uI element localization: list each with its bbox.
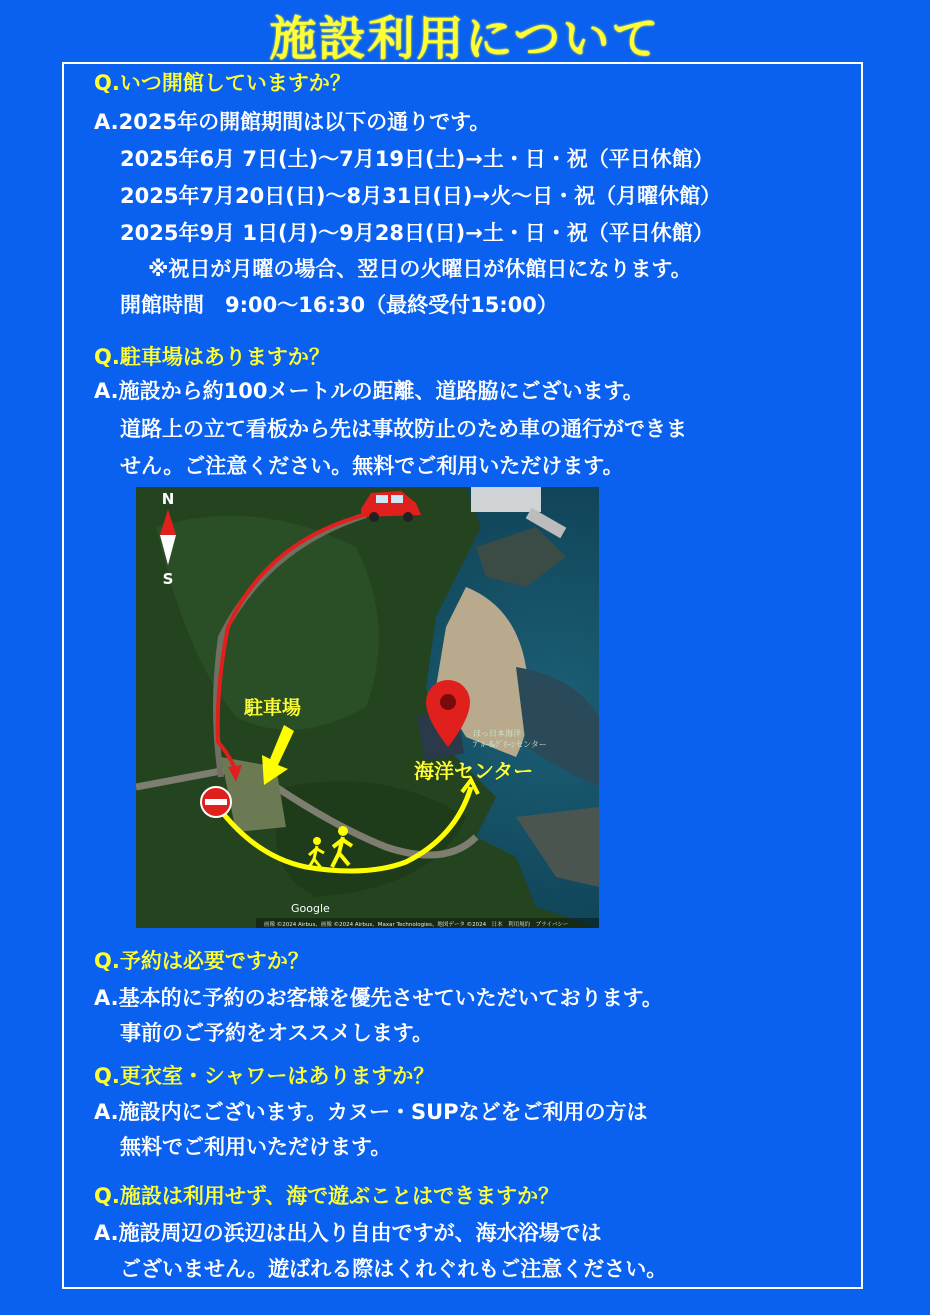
page-title: 施設利用について xyxy=(269,12,661,67)
answer-sea-use-line: ございません。遊ばれる際はくれぐれもご注意ください。 xyxy=(120,1257,668,1281)
ocean-center-label: 海洋センター xyxy=(414,759,534,783)
compass-north: N xyxy=(161,490,175,508)
question-shower: Q.更衣室・シャワーはありますか？ xyxy=(94,1064,435,1088)
google-mark: Google xyxy=(291,902,330,915)
access-map xyxy=(136,487,599,928)
answer-reservation-line: 事前のご予約をオススメします。 xyxy=(120,1021,434,1045)
answer-parking-line: 道路上の立て看板から先は事故防止のため車の通行ができま xyxy=(120,417,687,441)
map-attribution: 画像 ©2024 Airbus、画像 ©2024 Airbus、Maxar Technologies、地図データ ©2024 日本 利用規約 プライバシー xyxy=(264,922,569,928)
answer-parking-line: A.施設から約100メートルの距離、道路脇にございます。 xyxy=(94,379,644,403)
opening-hours: 開館時間 9:00〜16:30（最終受付15:00） xyxy=(120,293,558,317)
no-entry-icon xyxy=(201,787,231,817)
question-sea-use: Q.施設は利用せず、海で遊ぶことはできますか？ xyxy=(94,1184,560,1208)
answer-shower-line: 無料でご利用いただけます。 xyxy=(120,1135,392,1159)
holiday-note: ※祝日が月曜の場合、翌日の火曜日が休館日になります。 xyxy=(148,257,692,281)
compass-south: S xyxy=(162,570,174,588)
question-reservation: Q.予約は必要ですか？ xyxy=(94,949,309,973)
question-parking: Q.駐車場はありますか？ xyxy=(94,345,330,369)
parking-label: 駐車場 xyxy=(244,697,302,719)
answer-shower-line: A.施設内にございます。カヌー・SUPなどをご利用の方は xyxy=(94,1100,648,1124)
answer-reservation-line: A.基本的に予約のお客様を優先させていただいております。 xyxy=(94,986,663,1010)
answer-opening-intro: A.2025年の開館期間は以下の通りです。 xyxy=(94,110,491,134)
question-opening-hours: Q.いつ開館していますか？ xyxy=(94,71,351,95)
pin-caption: ほっ日本海洋 xyxy=(473,729,521,738)
period-line: 2025年6月 7日(土)〜7月19日(土)→土・日・祝（平日休館） xyxy=(120,147,714,171)
answer-sea-use-line: A.施設周辺の浜辺は出入り自由ですが、海水浴場では xyxy=(94,1221,602,1245)
pin-caption: ﾌﾞﾙｰ&ｸﾞﾘｰﾝセンター xyxy=(473,740,547,749)
period-line: 2025年7月20日(日)〜8月31日(日)→火〜日・祝（月曜休館） xyxy=(120,184,722,208)
period-line: 2025年9月 1日(月)〜9月28日(日)→土・日・祝（平日休館） xyxy=(120,221,714,245)
answer-parking-line: せん。ご注意ください。無料でご利用いただけます。 xyxy=(120,454,624,478)
